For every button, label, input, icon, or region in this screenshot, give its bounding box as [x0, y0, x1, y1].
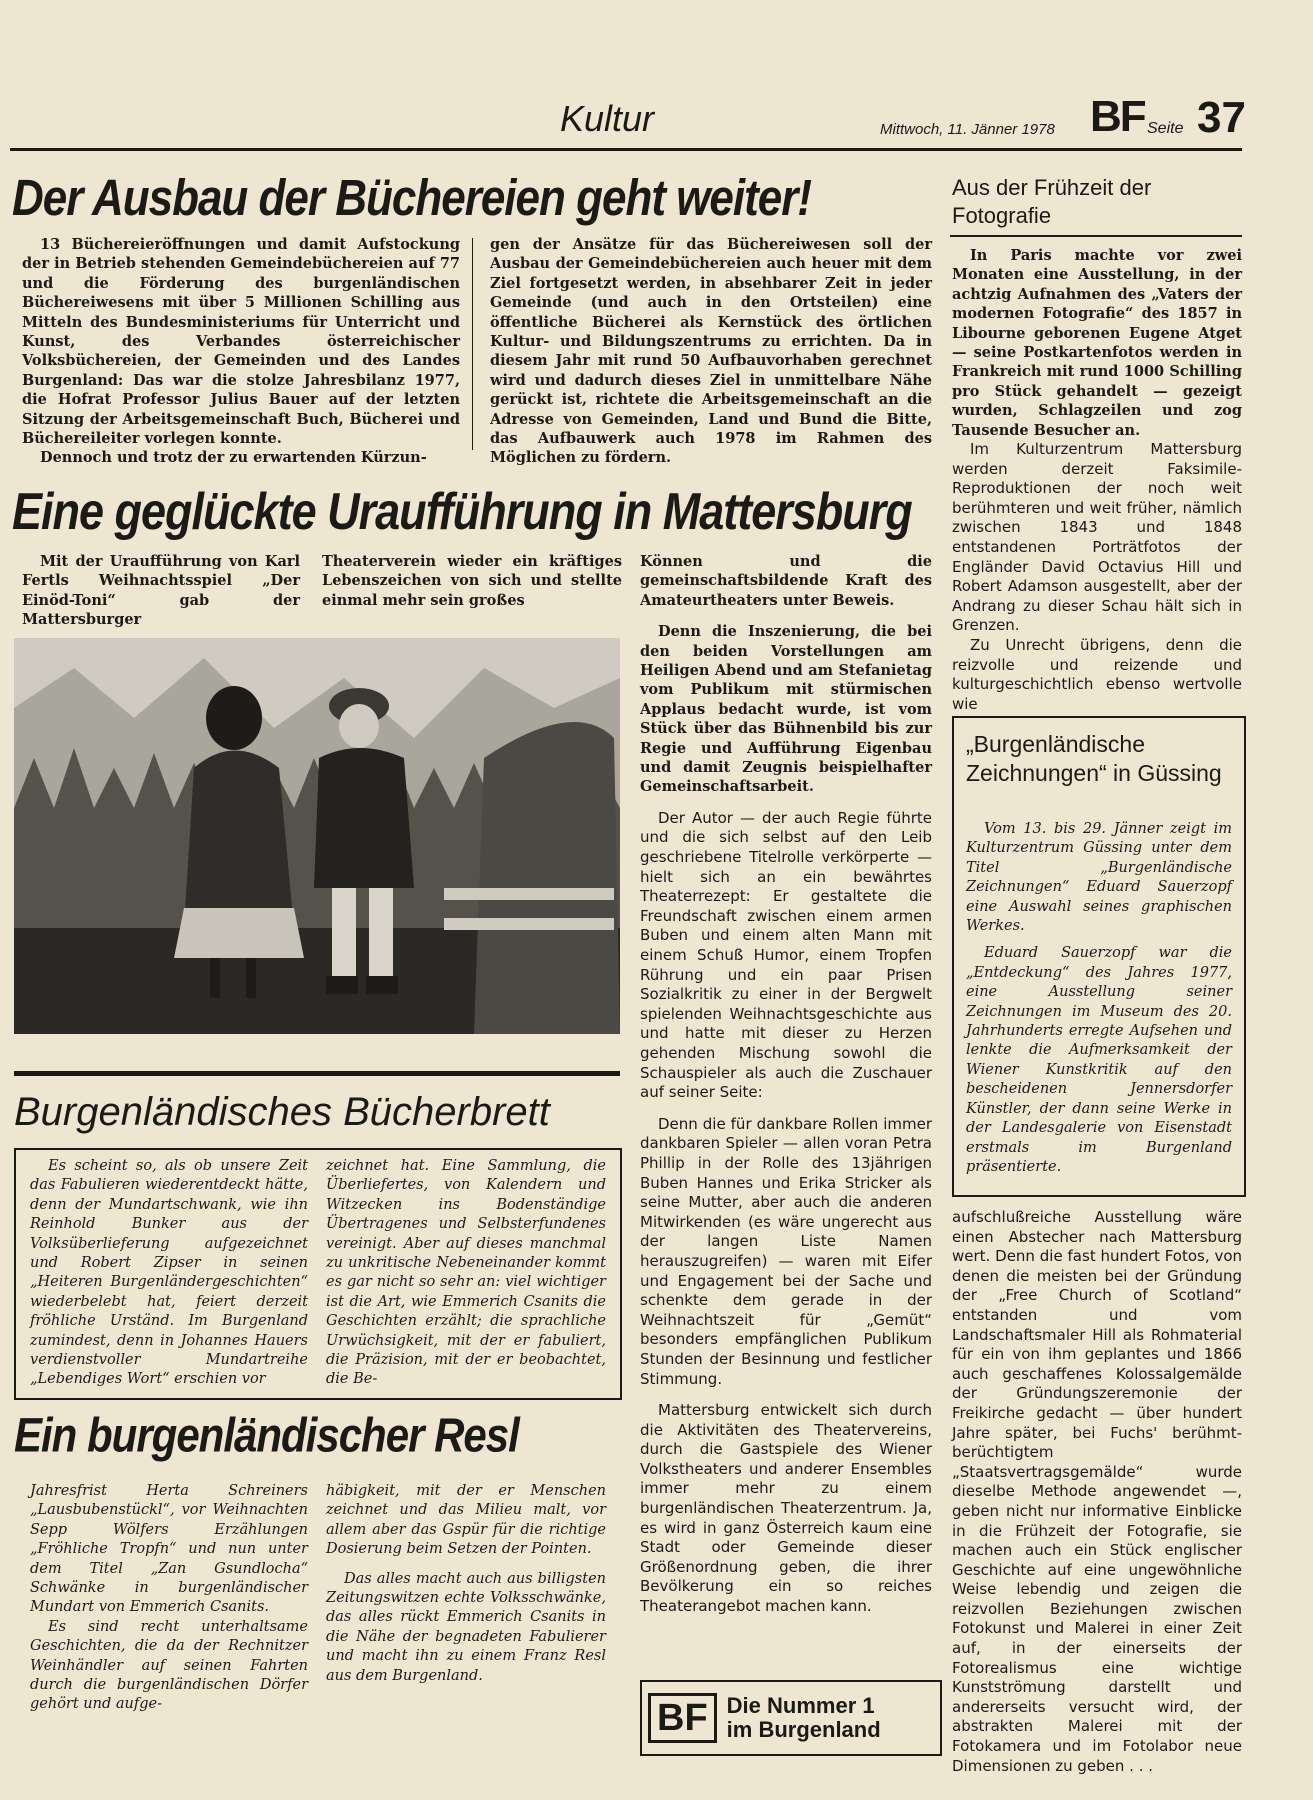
article4-headline: Ein burgenländischer Resl — [14, 1408, 519, 1463]
page-label: Seite — [1147, 120, 1184, 137]
article5-rule — [950, 235, 1242, 237]
article4-col2-p2: Das alles macht auch aus billigsten Zeitungswitzen echte Volksschwänke, das alles rückt Emmerich Csanits in die Nähe der begnadeten Fabulierer und macht ihn zu einem Franz Resl aus dem Burgenland. — [326, 1570, 606, 1684]
ad-line1: Die Nummer 1 — [726, 1693, 875, 1718]
article4-col1-p1: Jahresfrist Herta Schreiners „Lausbubenstückl“, vor Weihnachten Sepp Wölfers Erzählungen „Fröhliche Tropfn“ und nun unter dem Titel „Zan Gsundlocha“ Schwänke in burgenländischer Mundart von Emmerich Csanits. — [30, 1483, 308, 1616]
page-number: 37 — [1197, 93, 1246, 142]
article2-col3-p3: Mattersburg entwickelt sich durch die Aktivitäten des Theatervereins, durch die Gastspiele des Wiener Volkstheaters und anderer Ensembles immer mehr zu einem burgenländischen Theaterzentrum. Ja, es wird in ganz Österreich kaum eine Stadt oder Gemeinde dieser Größenordnung geben, die ihrer Bevölkerung ein so reiches Theaterangebot machen kann. — [640, 1401, 932, 1616]
stage-photo-drawing — [14, 638, 620, 1034]
article2-col3-bold: Denn die Inszenierung, die bei den beiden Vorstellungen am Heiligen Abend und am Stefanietag vom Publikum mit stürmischen Applaus bedacht wurde, ist vom Stück über das Bühnenbild bis zur Regie und Aufführung Eigenbau und damit Zeugnis beispielhafter Gemeinschaftsarbeit. — [640, 623, 932, 796]
article1-col1-p2: Dennoch und trotz der zu erwartenden Kürzun- — [40, 449, 427, 467]
article1-col1-p1: 13 Büchereieröffnungen und damit Aufstockung der in Betrieb stehenden Gemeindebüchereien auf 77 und die Förderung des burgenländischen Büchereiwesens mit über 5 Millionen Schilling aus Mitteln des Bundesministeriums für Unterricht und Kunst, des Verbandes österreichischer Volksbüchereien, der Gemeinden und des Landes Burgenland: Das war die stolze Jahresbilanz 1977, die Hofrat Professor Julius Bauer auf der letzten Sitzung der Arbeitsgemeinschaft Buch, Bücherei und Büchereileiter vorlegen konnte. — [22, 236, 460, 448]
article1-col2-p1: gen der Ansätze für das Büchereiwesen soll der Ausbau der Gemeindebüchereien auch heuer mit dem Ziel fortgesetzt werden, in absehbarer Zeit in jeder Gemeinde (und auch in den Ortsteilen) eine öffentliche Bücherei als Kernstück des örtlichen Kultur- und Bildungszentrums zu errichten. Da in diesem Jahr mit rund 50 Aufbauvorhaben gerechnet wird und dadurch dieses Ziel in unmittelbare Nähe gerückt ist, richtete die Arbeitsgemeinschaft an die Adresse von Gemeinden, Land und Bund die Bitte, das Aufbauwerk auch 1978 im Rahmen des Möglichen zu fördern. — [490, 236, 932, 467]
ad-logo: BF — [648, 1693, 717, 1743]
article5-headline: Aus der Frühzeit der Fotografie — [952, 175, 1152, 228]
section-rule — [14, 1071, 620, 1076]
article1-headline: Der Ausbau der Büchereien geht weiter! — [12, 170, 812, 227]
masthead-rule — [10, 148, 1242, 151]
article5-col-cont — [952, 1208, 1242, 1776]
article4-col2 — [326, 1482, 606, 1686]
article1-col2 — [490, 235, 932, 468]
column-rule — [472, 238, 473, 450]
article2-col1-p1: Mit der Uraufführung von Karl Fertls Weihnachtsspiel „Der Einöd-Toni“ gab der Mattersburger — [22, 553, 300, 629]
article5-p3: aufschlußreiche Ausstellung wäre einen Abstecher nach Mattersburg wert. Denn die fast hundert Fotos, von denen die meisten bei der Gründung der „Free Church of Scotland“ entstanden und vom Landschaftsmaler Hill als Rohmaterial für ein von ihm geplantes und 1866 auch geschaffenes Kolossalgemälde der Gründungszeremonie der Freikirche gedacht — über hundert Jahre später, bei Fuchs' berühmt-berüchtigtem „Staatsvertragsgemälde“ wurde dieselbe Methode angewendet —, geben nicht nur informative Einblicke in die Frühzeit der Fotografie, sie machen auch ein Stück englischer Geschichte auf eine ungewöhnliche Weise lebendig und zeigen die reizvollen Beziehungen zwischen Fotokunst und Malerei in einer Zeit auf, in der einerseits der Fotorealismus eine wichtige Kunstströmung darstellt und andererseits versucht wird, der abstrakten Malerei mit der Fotokamera und im Fotolabor neue Dimensionen zu geben . . . — [952, 1208, 1242, 1775]
ad-line2: im Burgenland — [726, 1717, 881, 1742]
bf-advertisement — [640, 1680, 942, 1756]
article2-col2-p1: Theaterverein wieder ein kräftiges Lebenszeichen von sich und stellte einmal mehr sein großes — [322, 553, 622, 609]
article2-col2 — [322, 552, 622, 610]
article4-col2-p1: häbigkeit, mit der er Menschen zeichnet und das Milieu malt, vor allem aber das Gspür für die richtige Dosierung beim Setzen der Pointen. — [326, 1483, 606, 1558]
article5-p2: Zu Unrecht übrigens, denn die reizvolle und reizende und kulturgeschichtlich ebenso wertvolle wie — [952, 636, 1242, 713]
article3-headline: Burgenländisches Bücherbrett — [14, 1090, 550, 1134]
article6-headline: „Burgenländische Zeichnungen“ in Güssing — [966, 731, 1222, 786]
article5-col — [952, 246, 1242, 714]
article5-p1: Im Kulturzentrum Mattersburg werden derzeit Faksimile-Reproduktionen der noch weit berühmteren und weit früher, nämlich zwischen 1843 und 1848 entstandenen Porträtfotos der Engländer David Octavius Hill und Robert Adamson ausgestellt, aber der Andrang zu dieser Schau hält sich in Grenzen. — [952, 440, 1242, 635]
article4-col1 — [30, 1482, 308, 1715]
article5-lead: In Paris machte vor zwei Monaten eine Ausstellung, in der achtzig Aufnahmen des „Vaters der modernen Fotografie“ des 1857 in Libourne geborenen Eugene Atget — seine Postkartenfotos werden in Frankreich mit rund 1000 Schilling pro Stück gehandelt — gezeigt wurden, Schlagzeilen und zog Tausende Besucher an. — [952, 247, 1242, 439]
article4-col1-p2: Es sind recht unterhaltsame Geschichten, die da der Rechnitzer Weinhändler auf seinen Fahrten durch die burgenländischen Dörfer gehört und aufge- — [30, 1618, 308, 1713]
article3-col2-p1: zeichnet hat. Eine Sammlung, die Überliefertes, von Kalendern und Witzecken ins Bodenständige Übertragenes und Selbsterfundenes vereinigt. Aber auf dieses manchmal zu unkritische Nebeneinander kommt es gar nicht so sehr an: viel wichtiger ist die Art, wie Emmerich Csanits die Geschichten erzählt; die sprachliche Urwüchsigkeit, mit der er fabuliert, die Präzision, mit der er beobachtet, die Be- — [326, 1158, 606, 1388]
article6-p1: Vom 13. bis 29. Jänner zeigt im Kulturzentrum Güssing unter dem Titel „Burgenländische Zeichnungen“ Eduard Sauerzopf eine Auswahl seines graphischen Werkes. — [966, 821, 1232, 935]
article2-col3-p2: Denn die für dankbare Rollen immer dankbaren Spieler — allen voran Petra Phillip in der Rolle des 13jährigen Buben Hannes und Erika Stricker als seine Mutter, aber auch die anderen Mitwirkenden (es wäre ungerecht aus der langen Liste Namen herauszugreifen) — waren mit Eifer und Engagement bei der Sache und schenkte dem gerade in der Weihnachtszeit für „Gemüt“ besonders empfänglichen Publikum Stunden der Besinnung und festlicher Stimmung. — [640, 1114, 932, 1388]
section-title: Kultur — [560, 98, 655, 139]
article2-col1 — [22, 552, 300, 630]
article2-col3-p1: Der Autor — der auch Regie führte und die sich selbst auf den Leib geschriebene Titelrolle verkörperte — hielt sich an ein bewährtes Theaterrezept: Er gestaltete die Freundschaft zwischen einem armen Buben und einem alten Mann mit einem Schuß Humor, einem Tropfen Rührung und ein paar Prisen Sozialkritik zu einer in der Bergwelt spielenden Weihnachtsgeschichte aus und hatte mit dieser zu Herzen gehenden Mischung sowohl die Schauspieler als auch die Zuschauer auf seiner Seite: — [640, 808, 932, 1102]
article1-col1 — [22, 235, 460, 468]
masthead-logo: BF — [1090, 92, 1145, 141]
article6-col — [966, 820, 1232, 1177]
article2-headline: Eine geglückte Uraufführung in Mattersburg — [12, 482, 912, 541]
article3-col2 — [326, 1157, 606, 1390]
ad-text — [727, 1694, 881, 1742]
article3-col1-p1: Es scheint so, als ob unsere Zeit das Fabulieren wiederentdeckt hätte, denn der Mundartschwank, wie ihn Reinhold Bunker aus der Volksüberlieferung aufgezeichnet und Robert Zipser in seinen „Heiteren Burgenländergeschichten“ wiederbelebt hat, feiert derzeit fröhliche Urständ. Im Burgenland zumindest, denn in Johannes Hauers verdienstvoller Mundartreihe „Lebendiges Wort“ erschien vor — [30, 1158, 308, 1388]
issue-date: Mittwoch, 11. Jänner 1978 — [880, 121, 1055, 138]
article3-col1 — [30, 1157, 308, 1390]
article2-col3-lead: Können und die gemeinschaftsbildende Kraft des Amateurtheaters unter Beweis. — [640, 553, 932, 609]
stage-photo — [14, 638, 620, 1034]
article6-p2: Eduard Sauerzopf war die „Entdeckung“ des Jahres 1977, eine Ausstellung seiner Zeichnungen im Museum des 20. Jahrhunderts erregte Aufsehen und lenkte die Aufmerksamkeit der Wiener Kunstkritik auf den bescheidenen Jennersdorfer Künstler, der dann seine Werke in der Landesgalerie von Eisenstadt erstmals im Burgenland präsentierte. — [966, 945, 1232, 1175]
article2-col3 — [640, 552, 932, 1617]
